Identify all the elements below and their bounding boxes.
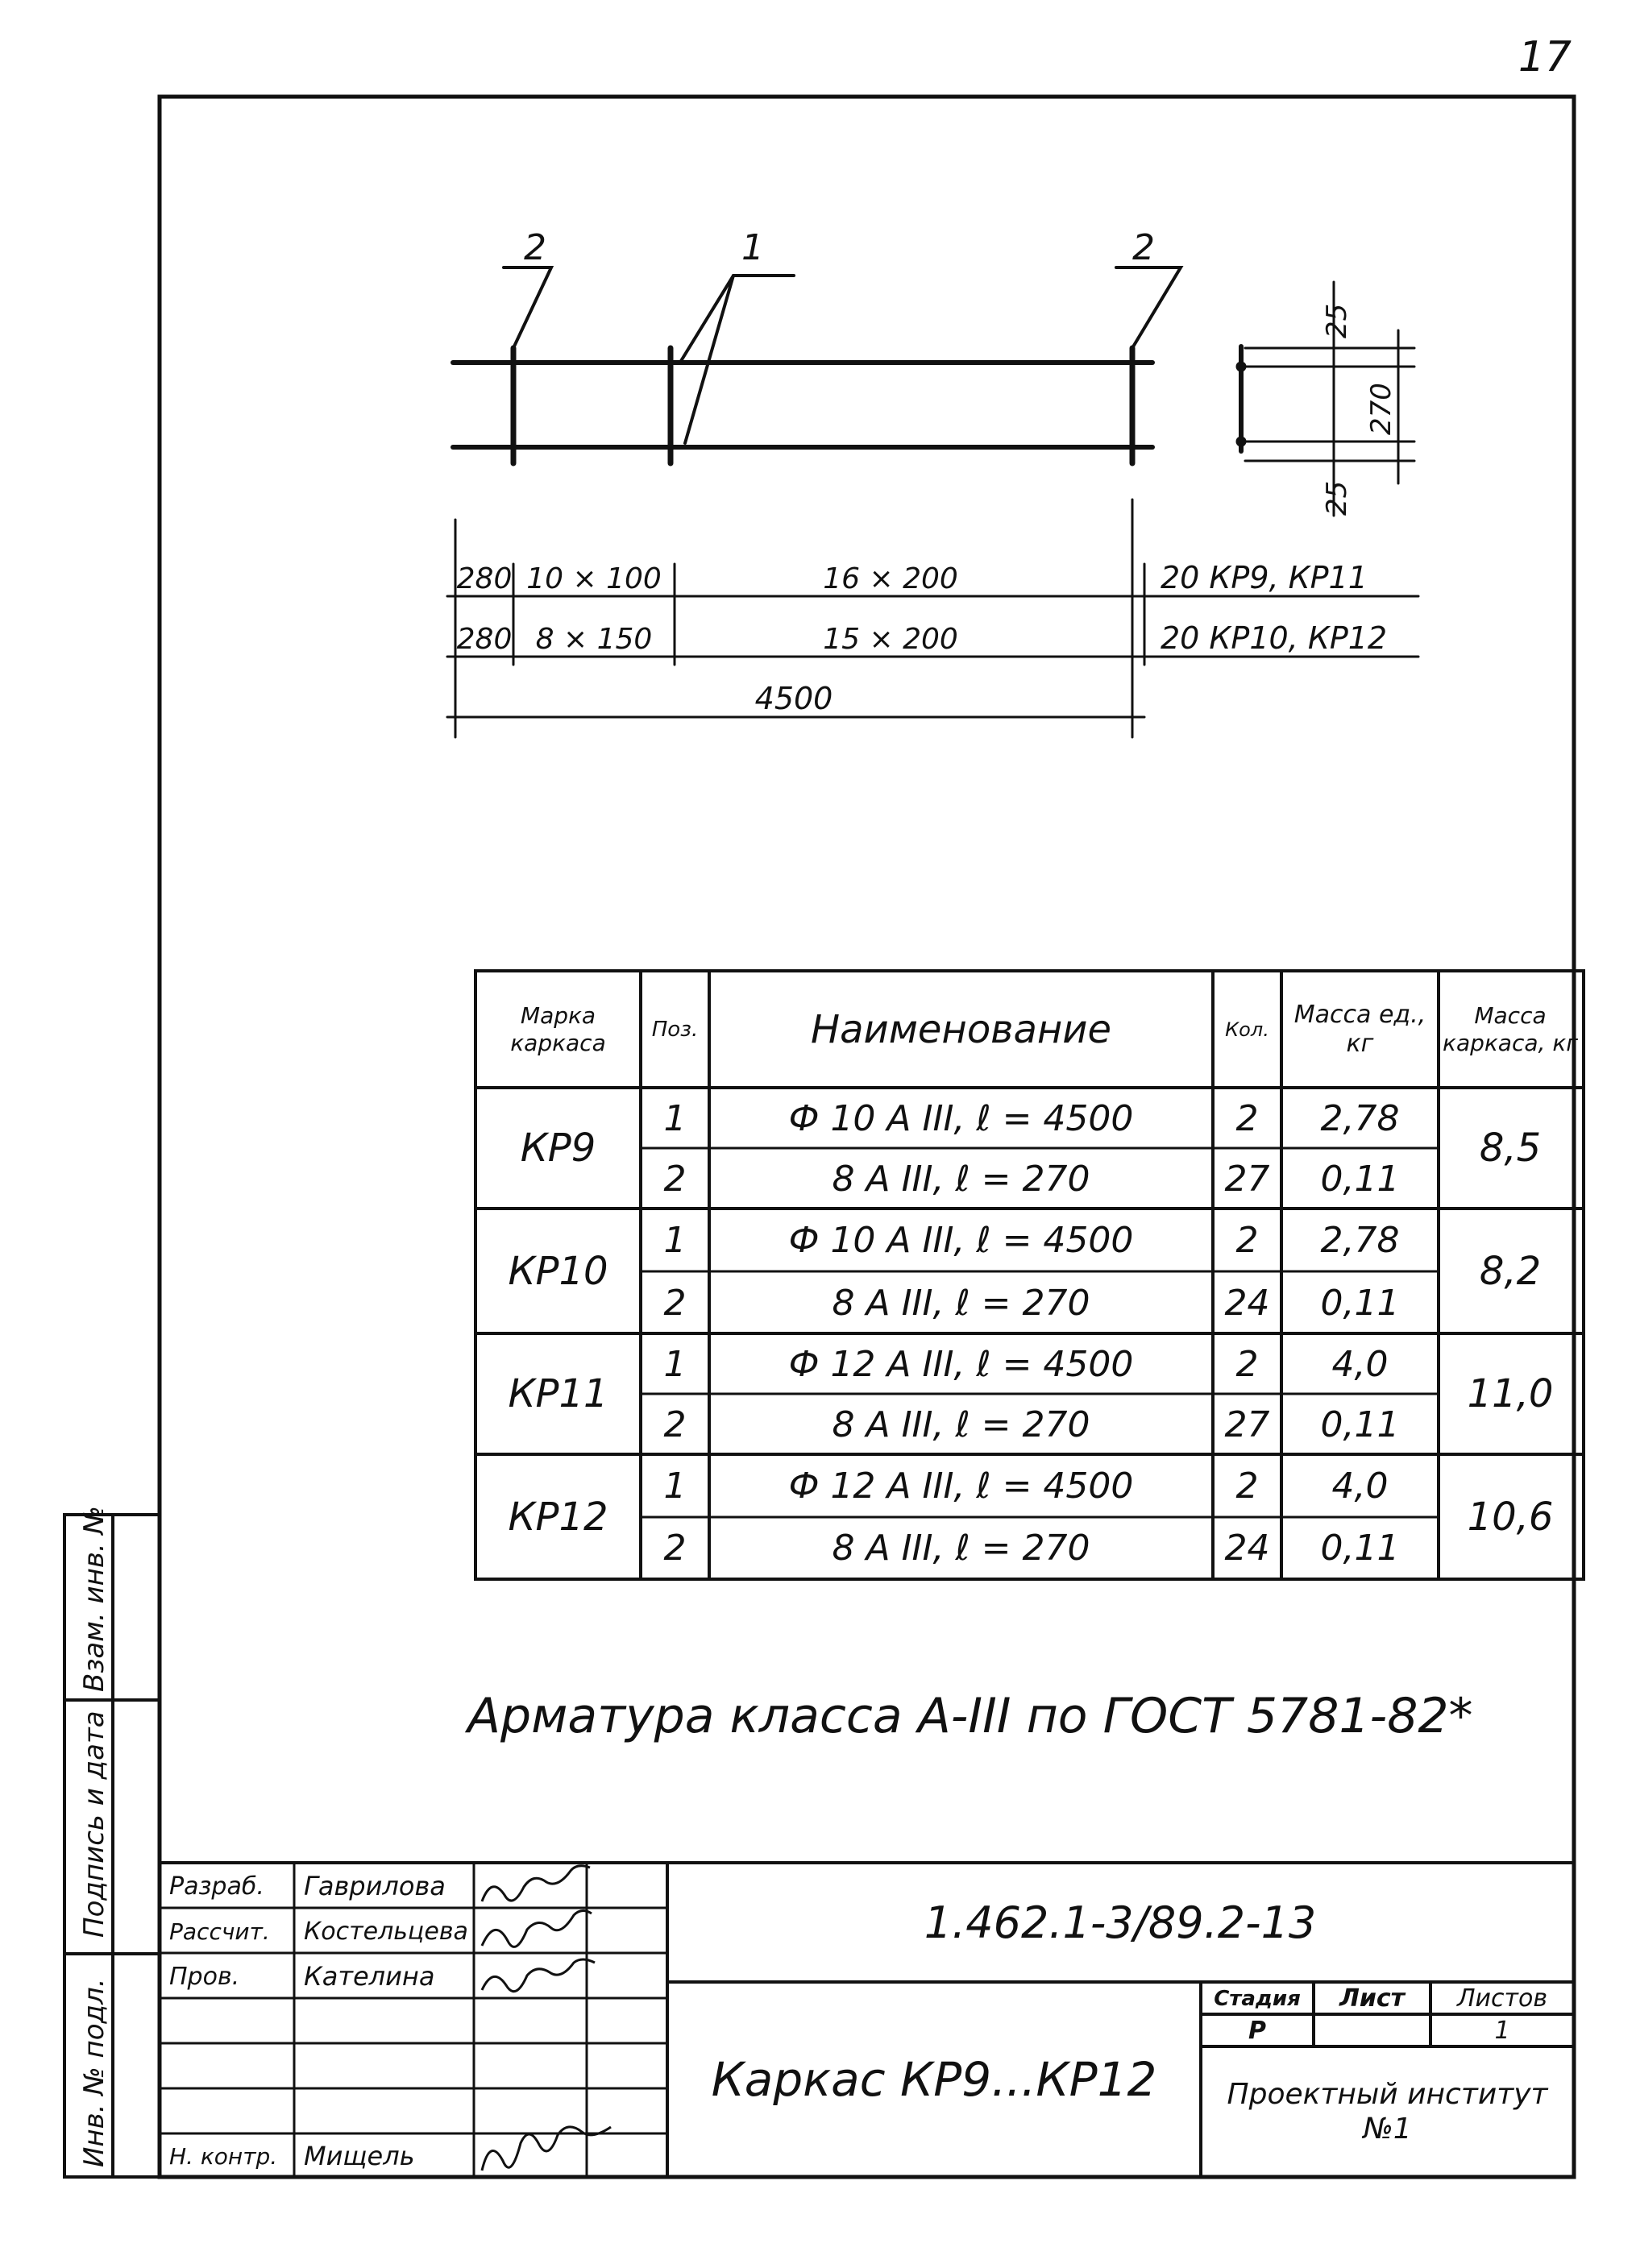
table-row-frame-mass: 11,0 <box>1467 1371 1554 1416</box>
leader-2-left <box>504 267 551 348</box>
callout-2-left: 2 <box>524 227 546 268</box>
table-row-mass: 0,11 <box>1320 1282 1400 1324</box>
page-number: 17 <box>1518 33 1572 81</box>
sheets-value: 1 <box>1494 2016 1510 2045</box>
table-row-name: 8 А III, ℓ = 270 <box>832 1528 1090 1569</box>
role-calculated: Рассчит. <box>169 1918 270 1945</box>
table-row-mass: 0,11 <box>1320 1158 1400 1200</box>
table-row-qty: 24 <box>1224 1282 1270 1324</box>
callout-2-right: 2 <box>1132 227 1155 268</box>
dim-row1-end: 280 <box>456 562 513 595</box>
header-mark: Марка каркаса <box>510 1001 606 1056</box>
name-developer: Гаврилова <box>304 1871 446 1901</box>
table-row-mark: КР9 <box>520 1126 596 1171</box>
table-row-mass: 2,78 <box>1320 1097 1400 1139</box>
table-row-name: Ф 10 А III, ℓ = 4500 <box>788 1097 1134 1139</box>
table-row-name: 8 А III, ℓ = 270 <box>832 1404 1090 1445</box>
table-row-name: 8 А III, ℓ = 270 <box>832 1158 1090 1200</box>
table-row-mass: 0,11 <box>1320 1528 1400 1569</box>
table-row-pos: 1 <box>663 1343 687 1385</box>
table-row-mark: КР10 <box>508 1248 608 1294</box>
drawing-title: Каркас КР9...КР12 <box>711 2052 1157 2107</box>
dim-total: 4500 <box>754 681 833 716</box>
table-row-name: 8 А III, ℓ = 270 <box>832 1282 1090 1324</box>
frame-drawing <box>453 267 1181 463</box>
leader-1-b <box>685 276 733 443</box>
section-dim-height: 270 <box>1365 383 1397 435</box>
role-developer: Разраб. <box>169 1872 264 1901</box>
table-row-pos: 2 <box>663 1158 687 1200</box>
sheet-value <box>1315 2016 1429 2045</box>
name-calculated: Костельцева <box>304 1917 468 1946</box>
sheet-label: Лист <box>1339 1984 1406 2013</box>
table-row-mark: КР12 <box>508 1494 608 1540</box>
role-norm-control: Н. контр. <box>169 2142 278 2170</box>
dim-row2-tail: 20 КР10, КР12 <box>1161 620 1388 656</box>
section-dim-bottom: 25 <box>1321 480 1353 516</box>
organization: Проектный институт №1 <box>1227 2077 1548 2146</box>
table-row-frame-mass: 10,6 <box>1467 1494 1554 1540</box>
dim-row2-end: 280 <box>456 623 513 656</box>
table-row-qty: 24 <box>1224 1528 1270 1569</box>
header-pos: Поз. <box>651 1017 699 1042</box>
name-norm-control: Мищель <box>304 2141 415 2171</box>
table-row-qty: 2 <box>1235 1097 1259 1139</box>
leader-2-right <box>1116 267 1181 348</box>
side-stamp-replaced-inv: Взам. инв. № <box>78 1506 110 1692</box>
table-row-name: Ф 12 А III, ℓ = 4500 <box>788 1343 1134 1385</box>
header-unit-mass: Масса ед., кг <box>1293 1000 1426 1058</box>
table-row-mass: 4,0 <box>1331 1343 1389 1385</box>
dim-row2-pitch2: 15 × 200 <box>823 623 958 656</box>
table-row-mass: 2,78 <box>1320 1220 1400 1261</box>
table-row-pos: 2 <box>663 1282 687 1324</box>
side-stamp-inv-no: Инв. № подл. <box>78 1978 110 2167</box>
table-row-mass: 0,11 <box>1320 1404 1400 1445</box>
dim-row1-pitch2: 16 × 200 <box>823 562 958 595</box>
sheets-label: Листов <box>1456 1984 1548 2013</box>
name-checked: Кателина <box>304 1961 435 1992</box>
table-row-qty: 2 <box>1235 1343 1259 1385</box>
table-row-name: Ф 10 А III, ℓ = 4500 <box>788 1220 1134 1261</box>
table-row-qty: 2 <box>1235 1220 1259 1261</box>
table-row-qty: 27 <box>1224 1158 1270 1200</box>
role-checked: Пров. <box>169 1962 240 1991</box>
section-dim-top: 25 <box>1321 303 1353 338</box>
dim-row1-pitch1: 10 × 100 <box>526 562 662 595</box>
dimension-chains <box>447 500 1418 737</box>
dim-row2-pitch1: 8 × 150 <box>535 623 653 656</box>
leader-1-a <box>681 276 794 361</box>
table-row-name: Ф 12 А III, ℓ = 4500 <box>788 1466 1134 1507</box>
header-qty: Кол. <box>1225 1018 1269 1041</box>
reinforcement-note: Арматура класса А-III по ГОСТ 5781-82* <box>467 1688 1473 1744</box>
document-code: 1.462.1-3/89.2-13 <box>924 1897 1317 1948</box>
table-row-pos: 1 <box>663 1220 687 1261</box>
signature-marks <box>482 1866 611 2171</box>
header-name: Наименование <box>810 1006 1111 1052</box>
table-row-mark: КР11 <box>508 1371 608 1416</box>
stage-label: Стадия <box>1214 1986 1301 2011</box>
table-row-pos: 2 <box>663 1528 687 1569</box>
table-row-qty: 2 <box>1235 1466 1259 1507</box>
table-row-pos: 1 <box>663 1097 687 1139</box>
table-row-pos: 2 <box>663 1404 687 1445</box>
table-row-frame-mass: 8,5 <box>1479 1126 1542 1171</box>
table-row-frame-mass: 8,2 <box>1479 1248 1542 1294</box>
table-row-mass: 4,0 <box>1331 1466 1389 1507</box>
stage-value: Р <box>1248 2016 1266 2045</box>
table-row-pos: 1 <box>663 1466 687 1507</box>
callout-1: 1 <box>741 227 764 268</box>
header-frame-mass: Масса каркаса, кг <box>1443 1001 1578 1056</box>
table-row-qty: 27 <box>1224 1404 1270 1445</box>
side-stamp-signature-date: Подпись и дата <box>78 1710 110 1938</box>
dim-row1-tail: 20 КР9, КР11 <box>1161 560 1368 595</box>
